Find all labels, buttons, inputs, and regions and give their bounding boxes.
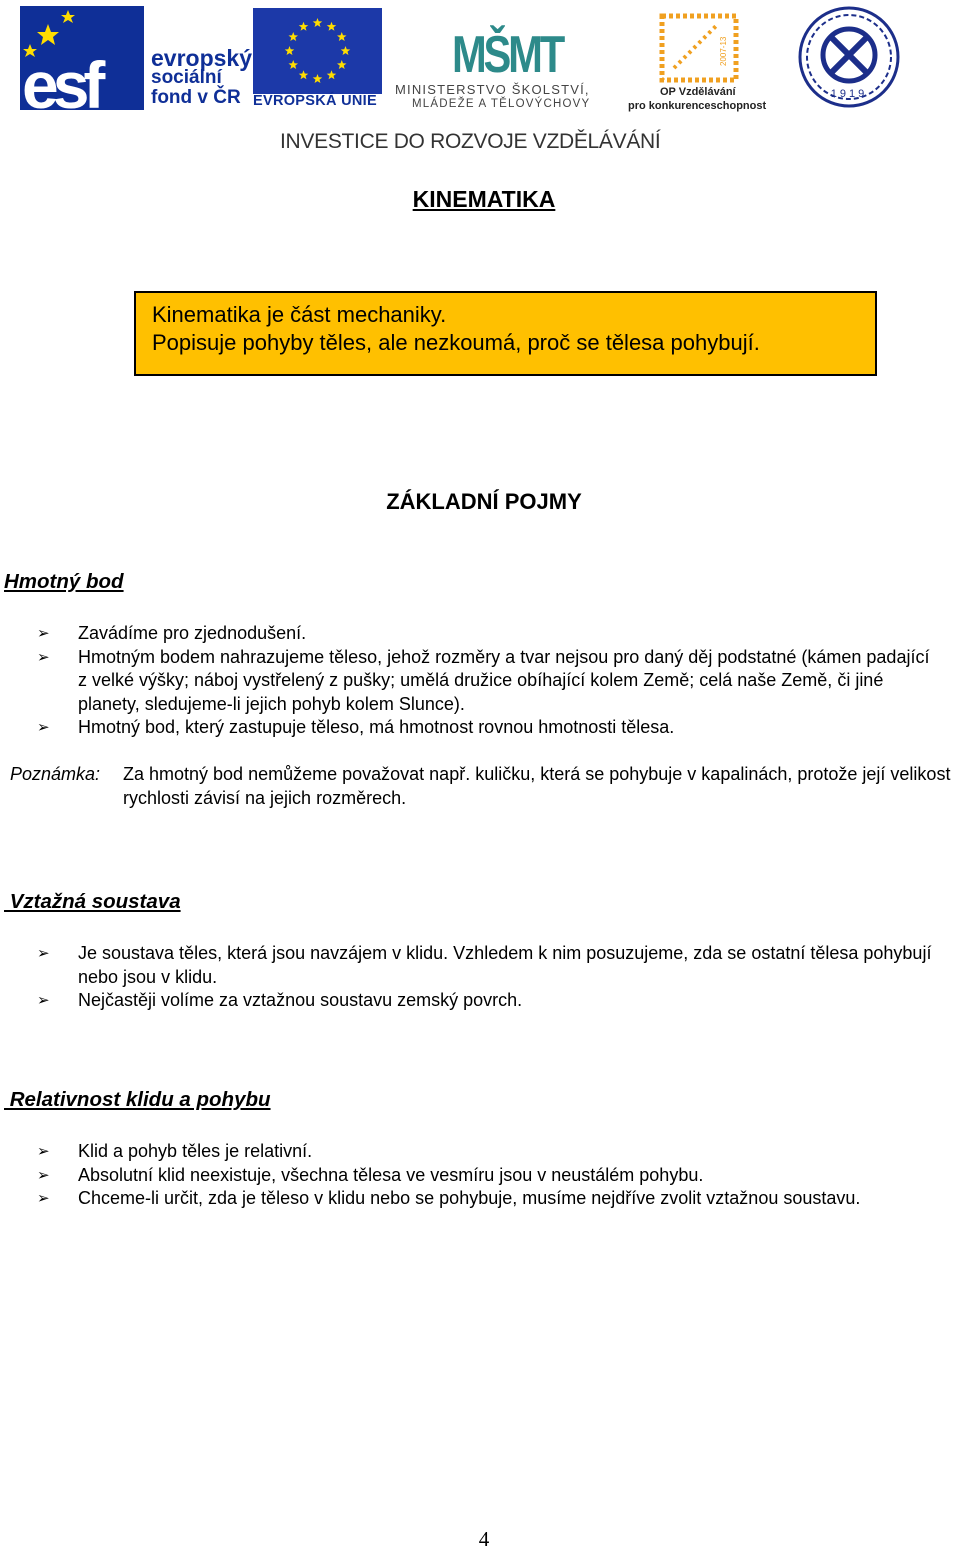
- seal-year: 1919: [830, 88, 868, 100]
- eu-star: [299, 22, 309, 31]
- esf-logo: [20, 6, 144, 122]
- eu-star: [313, 74, 323, 83]
- definition-line-1: Kinematika je část mechaniky.: [152, 302, 447, 327]
- esf-text-line-1: evropský: [151, 45, 253, 71]
- list-relativnost: [37, 1140, 917, 1211]
- page-number: 4: [478, 1527, 490, 1551]
- heading-hmotny-bod: Hmotný bod: [4, 570, 124, 593]
- list-item: ➢ Hmotný bod, který zastupuje těleso, má hmotnost rovnou hmotnosti tělesa.: [37, 716, 937, 740]
- eu-star: [299, 70, 309, 79]
- heading-relativnost: Relativnost klidu a pohybu: [4, 1088, 271, 1111]
- eu-flag-logo: [253, 8, 382, 94]
- eu-star: [289, 60, 299, 69]
- school-seal-logo: [797, 5, 901, 109]
- list-item: ➢ Nejčastěji volíme za vztažnou soustavu zemský povrch.: [37, 989, 937, 1013]
- definition-box: [134, 291, 877, 376]
- esf-logo-graphic: [20, 6, 144, 122]
- eu-star: [285, 46, 295, 55]
- section-subtitle: ZÁKLADNÍ POJMY: [386, 489, 582, 514]
- heading-vztazna-soustava: Vztažná soustava: [4, 890, 181, 913]
- op-logo-year: 2007-13: [719, 36, 728, 66]
- eu-star: [327, 70, 337, 79]
- msmt-logo: [452, 6, 590, 84]
- logo-strip: [0, 0, 960, 160]
- eu-star: [289, 32, 299, 41]
- list-item: ➢ Zavádíme pro zjednodušení.: [37, 622, 937, 646]
- eu-star: [313, 18, 323, 27]
- esf-logo-letters: esf: [22, 48, 100, 122]
- eu-star: [341, 46, 351, 55]
- msmt-text-line-2: MLÁDEŽE A TĚLOVÝCHOVY: [412, 98, 591, 110]
- eu-star: [327, 22, 337, 31]
- op-logo: [656, 8, 742, 88]
- list-item: ➢ Chceme-li určit, zda je těleso v klidu nebo se pohybuje, musíme nejdříve zvolit vztažnou soustavu.: [37, 1187, 917, 1211]
- list-item: ➢ Hmotným bodem nahrazujeme těleso, jehož rozměry a tvar nejsou pro daný děj podstatné (kámen padající z velké výšky; náboj vystřelený z pušky; umělá družice obíhající kolem Země; celá naše Země, či jiné planety, sledujeme-li jejich pohyb kolem Slunce).: [37, 646, 937, 717]
- list-item: ➢ Je soustava těles, která jsou navzájem v klidu. Vzhledem k nim posuzujeme, zda se ostatní tělesa pohybují nebo jsou v klidu.: [37, 942, 937, 989]
- list-hmotny-bod: [37, 622, 937, 740]
- msmt-text-line-1: MINISTERSTVO ŠKOLSTVÍ,: [395, 82, 590, 97]
- eu-star: [337, 60, 347, 69]
- page-title: KINEMATIKA: [412, 186, 556, 212]
- list-item: ➢ Klid a pohyb těles je relativní.: [37, 1140, 917, 1164]
- esf-text-line-3: fond v ČR: [151, 87, 241, 108]
- esf-text: [151, 45, 253, 108]
- investice-tagline: INVESTICE DO ROZVOJE VZDĚLÁVÁNÍ: [280, 130, 661, 153]
- esf-text-line-2: sociální: [151, 67, 222, 88]
- msmt-mark: MŠMT: [452, 26, 590, 84]
- op-text-line-2: pro konkurenceschopnost: [628, 100, 767, 112]
- note-text: Za hmotný bod nemůžeme považovat např. kuličku, která se pohybuje v kapalinách, protože její velikost rychlosti závisí na jejich rozměrech.: [123, 764, 951, 808]
- op-text-line-1: OP Vzdělávání: [660, 86, 736, 98]
- eu-text: EVROPSKÁ UNIE: [253, 93, 377, 109]
- eu-stars-icon: [253, 8, 382, 94]
- eu-star: [337, 32, 347, 41]
- list-item: ➢ Absolutní klid neexistuje, všechna tělesa ve vesmíru jsou v neustálém pohybu.: [37, 1164, 917, 1188]
- list-vztazna-soustava: [37, 942, 937, 1013]
- note-label: Poznámka:: [10, 764, 101, 784]
- definition-line-2: Popisuje pohyby těles, ale nezkoumá, proč se tělesa pohybují.: [152, 330, 760, 355]
